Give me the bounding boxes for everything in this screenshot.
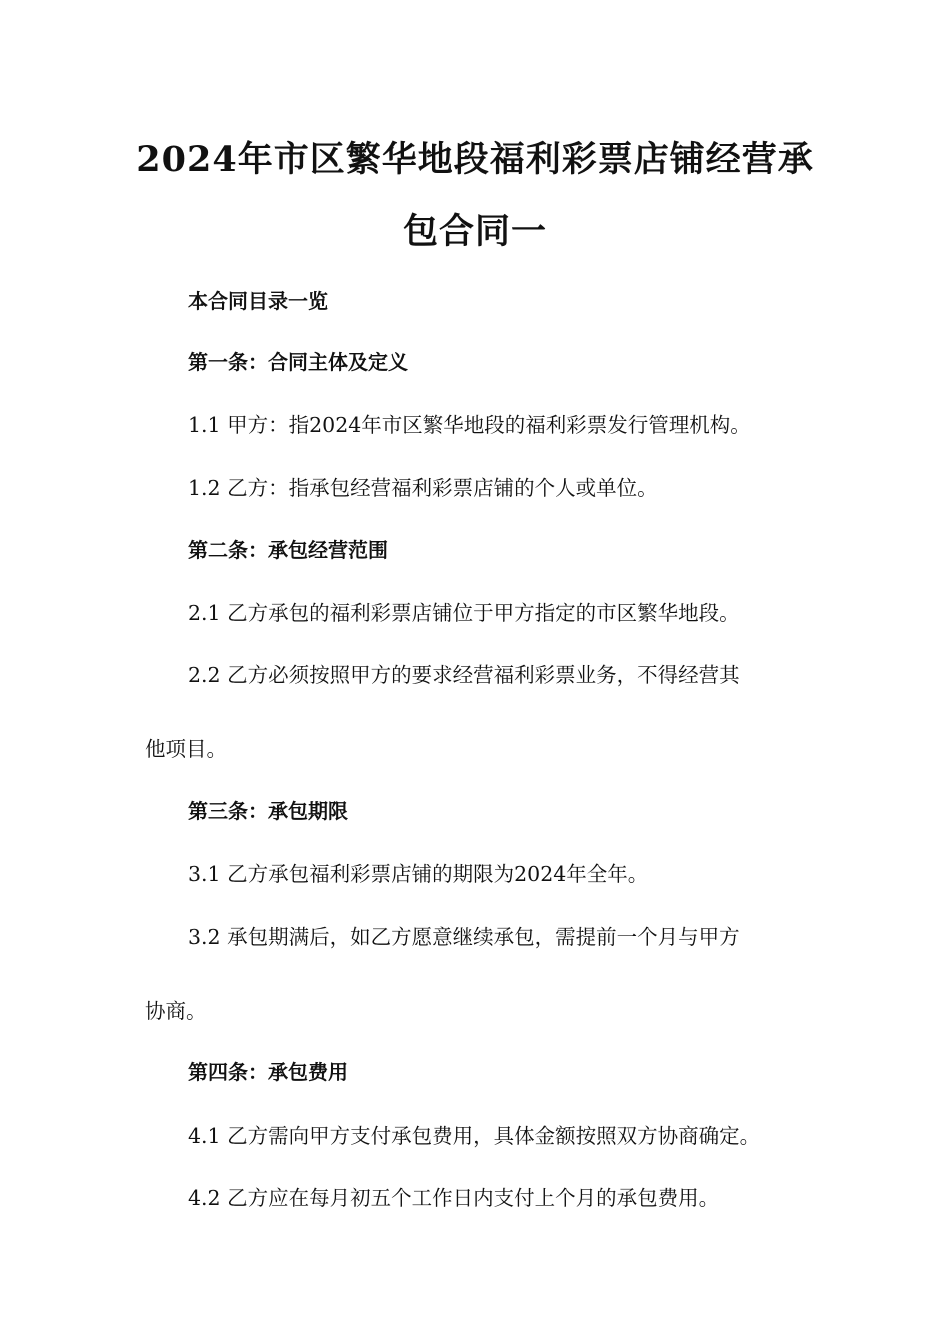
- clause-3-1: 3.1 乙方承包福利彩票店铺的期限为2024年全年。: [188, 862, 649, 886]
- clause-2-2-continued: 他项目。: [145, 737, 227, 761]
- clause-4-2: 4.2 乙方应在每月初五个工作日内支付上个月的承包费用。: [188, 1186, 720, 1210]
- toc-label: 本合同目录一览: [188, 289, 328, 313]
- clause-3-2-continued: 协商。: [145, 999, 207, 1023]
- section-2-heading: 第二条：承包经营范围: [188, 538, 388, 562]
- clause-4-1: 4.1 乙方需向甲方支付承包费用，具体金额按照双方协商确定。: [188, 1124, 761, 1148]
- section-1-heading: 第一条：合同主体及定义: [188, 350, 408, 374]
- clause-1-2: 1.2 乙方：指承包经营福利彩票店铺的个人或单位。: [188, 476, 658, 500]
- section-3-heading: 第三条：承包期限: [188, 799, 348, 823]
- clause-1-1: 1.1 甲方：指2024年市区繁华地段的福利彩票发行管理机构。: [188, 413, 751, 437]
- document-title-line-2: 包合同一: [402, 211, 547, 252]
- clause-3-2: 3.2 承包期满后，如乙方愿意继续承包，需提前一个月与甲方: [188, 925, 740, 949]
- clause-2-2: 2.2 乙方必须按照甲方的要求经营福利彩票业务，不得经营其: [188, 663, 740, 687]
- clause-2-1: 2.1 乙方承包的福利彩票店铺位于甲方指定的市区繁华地段。: [188, 601, 740, 625]
- document-title-line-1: 2024年市区繁华地段福利彩票店铺经营承: [136, 139, 814, 180]
- section-4-heading: 第四条：承包费用: [188, 1060, 348, 1084]
